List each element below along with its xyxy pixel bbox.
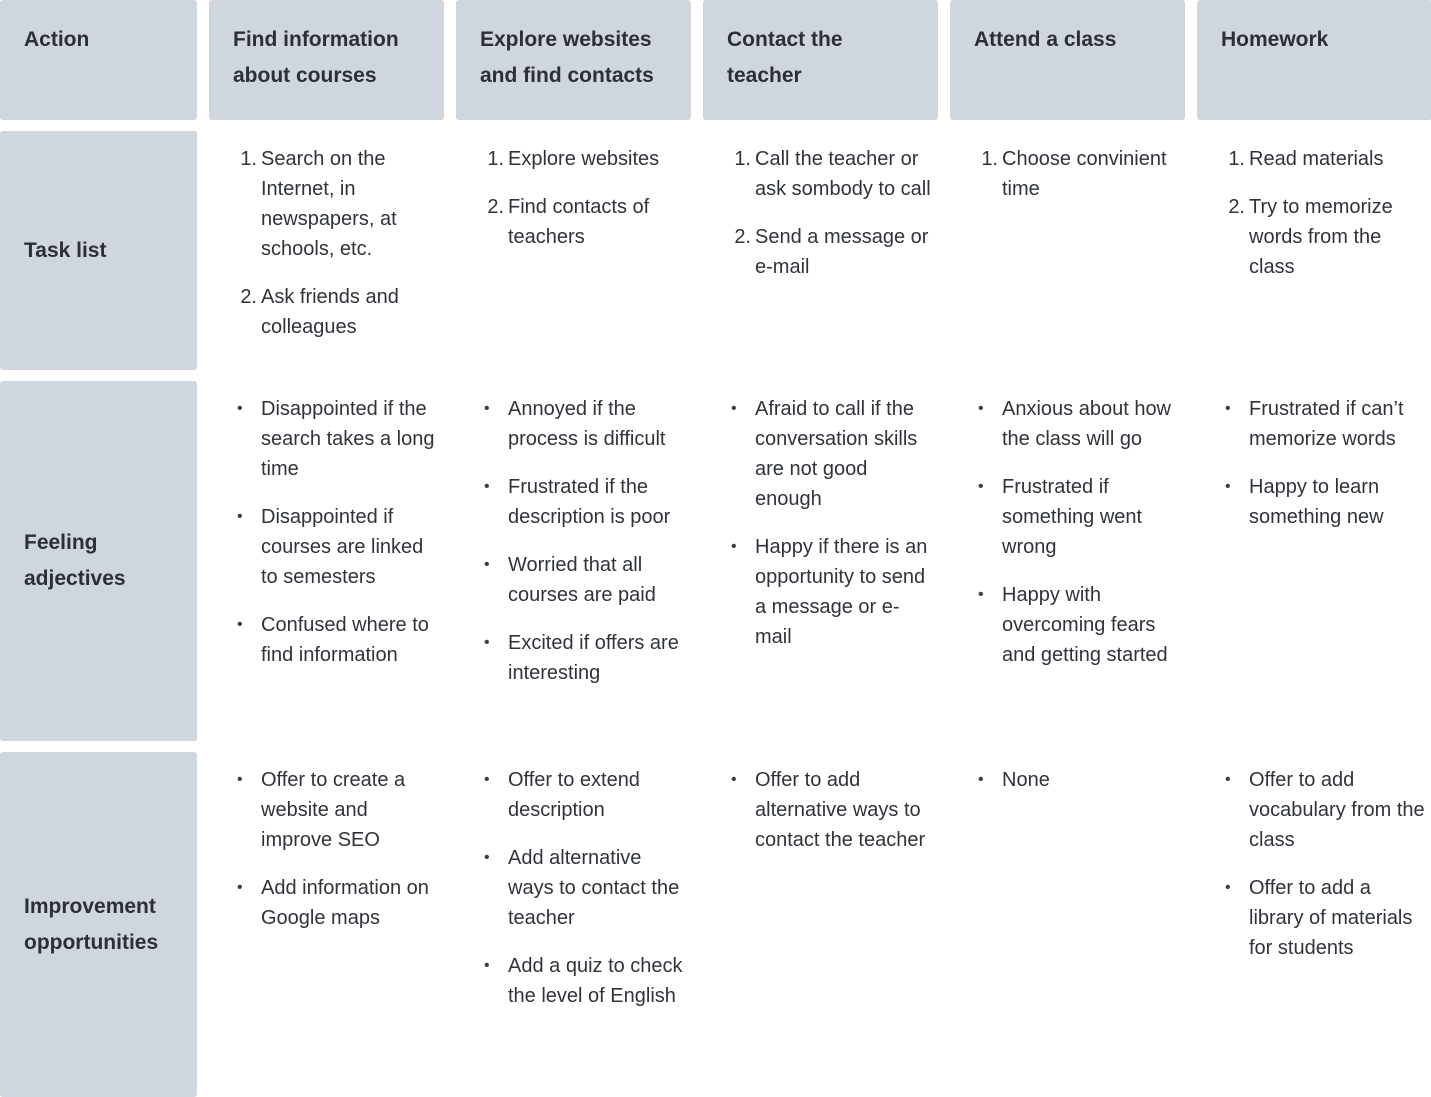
row-label-text: Feeling adjectives xyxy=(24,531,126,590)
improvement-item: • Offer to add a library of materials for students xyxy=(1225,877,1413,959)
row-label-improvement-opportunities xyxy=(0,752,197,1097)
improvement-cell xyxy=(456,752,691,1097)
header-column-label: Find information about courses xyxy=(233,28,399,87)
task-list xyxy=(723,144,932,282)
task-list xyxy=(229,144,438,342)
task-item: 2. Try to memorize words from the class xyxy=(1228,196,1393,278)
task-cell xyxy=(1197,131,1431,370)
feeling-item: • Confused where to find information xyxy=(237,614,429,666)
improvement-cell xyxy=(703,752,938,1097)
feeling-cell xyxy=(703,381,938,741)
improvement-list xyxy=(476,765,685,1011)
feeling-item: • Happy to learn something new xyxy=(1225,476,1384,528)
row-label-text: Improvement opportunities xyxy=(24,894,159,954)
row-label-feeling-adjectives xyxy=(0,381,197,741)
row-label-task-list xyxy=(0,131,197,370)
header-column-label: Explore websites and find contacts xyxy=(480,28,654,87)
feeling-item: • Happy with overcoming fears and getting started xyxy=(978,584,1168,666)
improvement-list xyxy=(723,765,932,855)
task-item: 2. Send a message or e-mail xyxy=(734,226,929,278)
improvement-list xyxy=(229,765,438,933)
feeling-item: • Anxious about how the class will go xyxy=(978,398,1172,450)
task-cell xyxy=(703,131,938,370)
improvement-list xyxy=(970,765,1179,795)
header-column-5 xyxy=(1197,0,1431,120)
improvement-item: • Add alternative ways to contact the teacher xyxy=(484,847,680,929)
feeling-cell xyxy=(456,381,691,741)
improvement-cell xyxy=(1197,752,1431,1097)
task-list xyxy=(970,144,1179,204)
task-cell xyxy=(950,131,1185,370)
task-cell xyxy=(209,131,444,370)
header-column-label: Contact the teacher xyxy=(727,28,843,87)
improvement-item: • Offer to create a website and improve SEO xyxy=(237,769,406,851)
improvement-cell xyxy=(950,752,1185,1097)
header-action xyxy=(0,0,197,120)
feeling-item: • Happy if there is an opportunity to send a message or e-mail xyxy=(731,536,928,648)
header-action-label: Action xyxy=(24,28,90,51)
row-label-text: Task list xyxy=(24,238,107,262)
header-column-4 xyxy=(950,0,1185,120)
improvement-item: • Offer to add vocabulary from the class xyxy=(1225,769,1425,851)
task-item: 1. Choose convinient time xyxy=(981,148,1167,200)
header-column-3 xyxy=(703,0,938,120)
improvement-cell xyxy=(209,752,444,1097)
improvement-item: • Add information on Google maps xyxy=(237,877,429,929)
feeling-item: • Worried that all courses are paid xyxy=(484,554,656,606)
feeling-cell xyxy=(1197,381,1431,741)
feeling-item: • Disappointed if courses are linked to semesters xyxy=(237,506,424,588)
header-column-1 xyxy=(209,0,444,120)
header-column-2 xyxy=(456,0,691,120)
feeling-item: • Afraid to call if the conversation skills are not good enough xyxy=(731,398,918,510)
feeling-item: • Frustrated if the description is poor xyxy=(484,476,671,528)
feeling-list xyxy=(970,394,1179,670)
task-item: 1. Call the teacher or ask sombody to call xyxy=(734,148,931,200)
feeling-item: • Frustrated if can’t memorize words xyxy=(1225,398,1404,450)
header-column-label: Homework xyxy=(1221,28,1329,51)
feeling-item: • Excited if offers are interesting xyxy=(484,632,679,684)
task-item: 1. Read materials xyxy=(1228,148,1384,170)
improvement-item: • Offer to extend description xyxy=(484,769,640,821)
improvement-item: • Add a quiz to check the level of English xyxy=(484,955,683,1007)
feeling-list xyxy=(229,394,438,670)
header-column-label: Attend a class xyxy=(974,28,1117,51)
feeling-list xyxy=(1217,394,1426,532)
improvement-item: • Offer to add alternative ways to contact the teacher xyxy=(731,769,926,851)
improvement-list xyxy=(1217,765,1426,963)
task-item: 1. Explore websites xyxy=(487,148,660,170)
feeling-item: • Disappointed if the search takes a long time xyxy=(237,398,435,480)
task-item: 1. Search on the Internet, in newspapers, at schools, etc. xyxy=(240,148,397,260)
feeling-cell xyxy=(209,381,444,741)
improvement-item: • None xyxy=(978,769,1050,791)
feeling-cell xyxy=(950,381,1185,741)
task-list xyxy=(476,144,685,252)
feeling-item: • Annoyed if the process is difficult xyxy=(484,398,666,450)
task-item: 2. Find contacts of teachers xyxy=(487,196,650,248)
feeling-list xyxy=(476,394,685,688)
task-cell xyxy=(456,131,691,370)
feeling-list xyxy=(723,394,932,652)
task-list xyxy=(1217,144,1426,282)
task-item: 2. Ask friends and colleagues xyxy=(240,286,399,338)
feeling-item: • Frustrated if something went wrong xyxy=(978,476,1143,558)
